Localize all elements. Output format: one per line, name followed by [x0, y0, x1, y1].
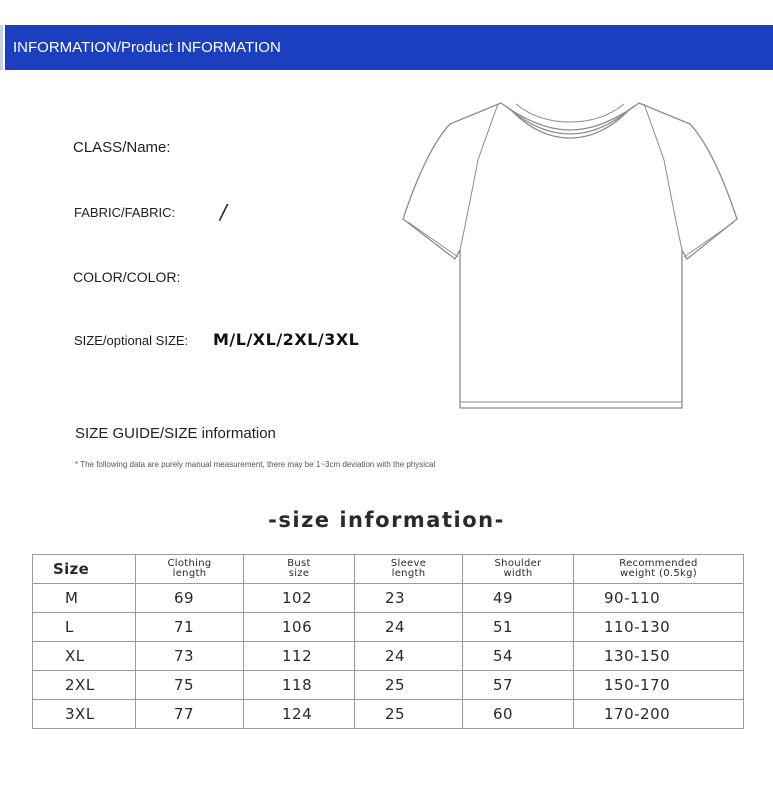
cell-sleeve-length: 23	[355, 584, 463, 613]
table-row	[33, 671, 744, 700]
table-row	[33, 613, 744, 642]
cell-bust-size: 106	[244, 613, 355, 642]
size-label: SIZE/optional SIZE:	[74, 333, 189, 348]
table-row	[33, 584, 744, 613]
header-clothing-length: Clothing length	[136, 555, 244, 584]
cell-recommended-weight: 130-150	[574, 642, 744, 671]
cell-bust-size: 102	[244, 584, 355, 613]
cell-clothing-length: 71	[136, 613, 244, 642]
cell-shoulder-width: 57	[463, 671, 574, 700]
size-guide-title: SIZE GUIDE/SIZE information	[75, 425, 276, 442]
header-recommended-weight: Recommended weight (0.5kg)	[574, 555, 744, 584]
info-banner	[5, 25, 773, 70]
cell-recommended-weight: 170-200	[574, 700, 744, 729]
cell-shoulder-width: 51	[463, 613, 574, 642]
cell-bust-size: 124	[244, 700, 355, 729]
cell-sleeve-length: 25	[355, 700, 463, 729]
banner-edge	[0, 25, 3, 70]
header-bust-size: Bust size	[244, 555, 355, 584]
size-options: M/L/XL/2XL/3XL	[213, 330, 360, 349]
header-shoulder-width: Shoulder width	[463, 555, 574, 584]
table-header-row	[33, 555, 744, 584]
cell-size: XL	[33, 642, 136, 671]
cell-size: L	[33, 613, 136, 642]
cell-clothing-length: 69	[136, 584, 244, 613]
fabric-value: /	[220, 200, 227, 224]
header-size: Size	[33, 555, 136, 584]
cell-shoulder-width: 54	[463, 642, 574, 671]
class-label: CLASS/Name:	[73, 139, 171, 156]
cell-recommended-weight: 90-110	[574, 584, 744, 613]
cell-recommended-weight: 150-170	[574, 671, 744, 700]
cell-sleeve-length: 24	[355, 613, 463, 642]
cell-bust-size: 112	[244, 642, 355, 671]
cell-shoulder-width: 49	[463, 584, 574, 613]
color-label: COLOR/COLOR:	[73, 269, 181, 285]
header-sleeve-length: Sleeve length	[355, 555, 463, 584]
banner-title: INFORMATION/Product INFORMATION	[13, 39, 281, 56]
cell-shoulder-width: 60	[463, 700, 574, 729]
cell-size: 2XL	[33, 671, 136, 700]
measurement-note: * The following data are purely manual measurement, there may be 1~3cm deviation with the physical	[75, 460, 436, 469]
table-row	[33, 700, 744, 729]
cell-clothing-length: 73	[136, 642, 244, 671]
tshirt-outline-icon	[398, 92, 743, 417]
fabric-label: FABRIC/FABRIC:	[74, 205, 176, 220]
size-table-title: -size information-	[268, 508, 505, 532]
cell-sleeve-length: 25	[355, 671, 463, 700]
cell-clothing-length: 77	[136, 700, 244, 729]
table-row	[33, 642, 744, 671]
cell-clothing-length: 75	[136, 671, 244, 700]
size-table	[32, 554, 744, 729]
cell-recommended-weight: 110-130	[574, 613, 744, 642]
cell-bust-size: 118	[244, 671, 355, 700]
cell-size: 3XL	[33, 700, 136, 729]
cell-sleeve-length: 24	[355, 642, 463, 671]
cell-size: M	[33, 584, 136, 613]
